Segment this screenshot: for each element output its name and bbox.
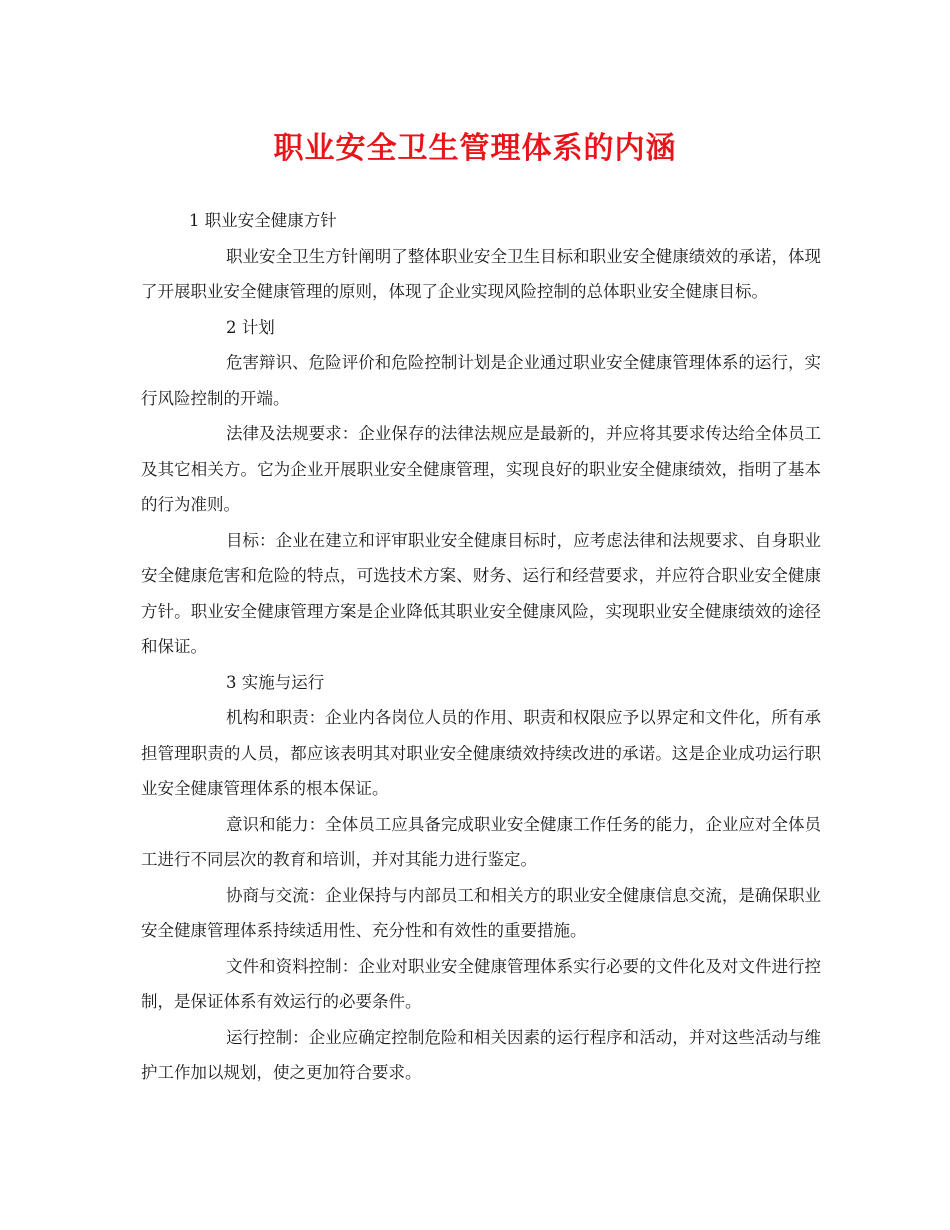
section-3-paragraph-3: 协商与交流：企业保持与内部员工和相关方的职业安全健康信息交流，是确保职业安全健康管理体系持续适用性、充分性和有效性的重要措施。 [141, 885, 821, 940]
section-3-heading: 3 实施与运行 [226, 672, 325, 692]
document-title: 职业安全卫生管理体系的内涵 [273, 131, 677, 166]
section-3-paragraph-2: 意识和能力：全体员工应具备完成职业安全健康工作任务的能力，企业应对全体员工进行不同层次的教育和培训，并对其能力进行鉴定。 [141, 814, 821, 869]
section-2-paragraph-3: 目标：企业在建立和评审职业安全健康目标时，应考虑法律和法规要求、自身职业安全健康危害和危险的特点，可选技术方案、财务、运行和经营要求，并应符合职业安全健康方针。职业安全健康管理方案是企业降低其职业安全健康风险，实现职业安全健康绩效的途径和保证。 [141, 530, 821, 656]
section-2-paragraph-1: 危害辩识、危险评价和危险控制计划是企业通过职业安全健康管理体系的运行，实行风险控制的开端。 [141, 353, 821, 408]
section-1-paragraph-1: 职业安全卫生方针阐明了整体职业安全卫生目标和职业安全健康绩效的承诺，体现了开展职业安全健康管理的原则，体现了企业实现风险控制的总体职业安全健康目标。 [141, 246, 821, 301]
section-3-paragraph-5: 运行控制：企业应确定控制危险和相关因素的运行程序和活动，并对这些活动与维护工作加以规划，使之更加符合要求。 [141, 1027, 821, 1082]
section-2-heading: 2 计划 [226, 317, 275, 337]
section-3-paragraph-1: 机构和职责：企业内各岗位人员的作用、职责和权限应予以界定和文件化，所有承担管理职责的人员，都应该表明其对职业安全健康绩效持续改进的承诺。这是企业成功运行职业安全健康管理体系的根本保证。 [141, 708, 821, 798]
section-2-paragraph-2: 法律及法规要求：企业保存的法律法规应是最新的，并应将其要求传达给全体员工及其它相关方。它为企业开展职业安全健康管理，实现良好的职业安全健康绩效，指明了基本的行为准则。 [141, 424, 821, 514]
document-body [141, 203, 821, 1091]
section-1-heading: 1 职业安全健康方针 [189, 211, 337, 230]
section-3-paragraph-4: 文件和资料控制：企业对职业安全健康管理体系实行必要的文件化及对文件进行控制，是保证体系有效运行的必要条件。 [141, 956, 821, 1011]
